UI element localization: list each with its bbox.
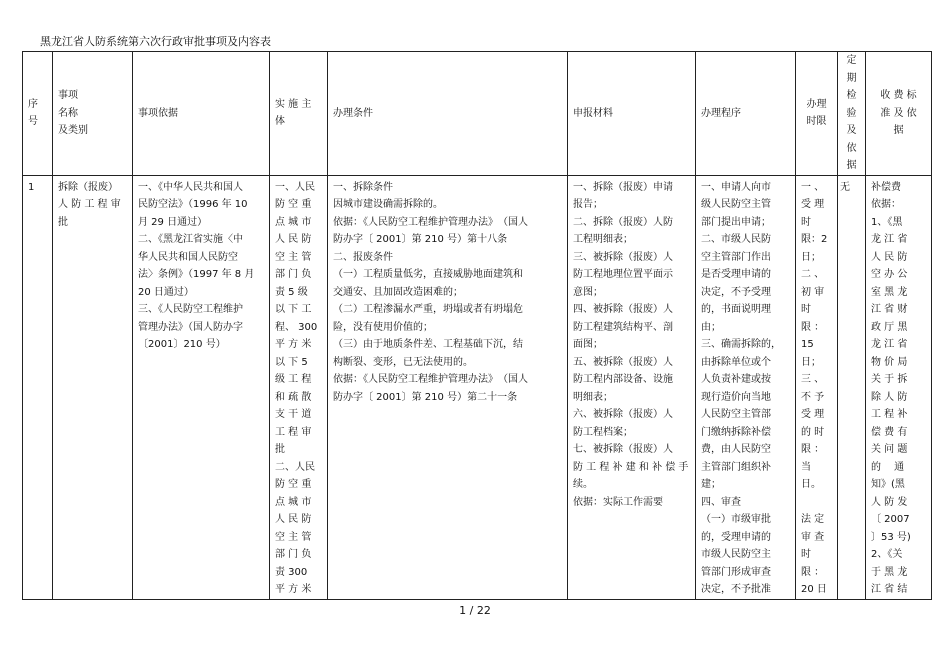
cell-line: 当 xyxy=(801,461,811,473)
cell-line: 关 问 题 xyxy=(871,444,908,455)
cell-line: 二、拆除（报废）人防 xyxy=(573,216,673,228)
cell-subject xyxy=(270,175,328,599)
cell-line: 办理 xyxy=(806,98,827,110)
cell-line: 空主管部门作出 xyxy=(701,251,771,263)
cell-line: 〕53 号) xyxy=(871,531,911,543)
cell-line: 限 ： xyxy=(801,566,825,578)
cell-line: 七、被拆除（报废）人 xyxy=(573,444,673,455)
cell-line: 时 xyxy=(801,216,811,228)
cell-line: 二、市级人民防 xyxy=(701,234,771,245)
cell-line: 民防空法》（1996 年 10 xyxy=(138,199,248,210)
cell-line: 于 黑 龙 xyxy=(871,566,908,578)
cell-line: 〔 2007 xyxy=(871,514,910,525)
cell-line: （二）工程渗漏水严重，坍塌或者有坍塌危 xyxy=(333,304,523,315)
cell-line: 工 程 补 xyxy=(871,409,908,420)
cell-line: 三 、 xyxy=(801,374,825,385)
cell-line: 防办字〔 2001〕第 210 号）第二十一条 xyxy=(333,391,518,403)
cell-line: 一、《中华人民共和国人 xyxy=(138,181,243,193)
cell-line: 三、《人民防空工程维护 xyxy=(138,304,243,315)
cell-line: 空 主 管 xyxy=(275,531,312,543)
cell-line: 的，受理申请的 xyxy=(701,531,771,543)
cell-line: 拆除（报废） xyxy=(58,181,118,193)
cell-line xyxy=(801,494,832,512)
cell-line: （三）由于地质条件差、工程基础下沉，结 xyxy=(333,339,523,350)
header-fee xyxy=(866,52,932,176)
header-conditions: 办理条件 xyxy=(328,52,568,176)
cell-line: 偿 费 有 xyxy=(871,426,908,438)
cell-line: 限 ： xyxy=(801,321,825,333)
cell-line: 受 理 xyxy=(801,409,825,420)
cell-line: 依据：《人民防空工程维护管理办法》 （国人 xyxy=(333,216,528,228)
cell-line: 门缴纳拆除补偿 xyxy=(701,426,771,438)
cell-line: 定 xyxy=(846,55,857,66)
cell-line: 依据：实际工作需要 xyxy=(573,496,663,508)
cell-line: 不 予 xyxy=(801,391,825,403)
cell-line: 受 理 xyxy=(801,199,825,210)
cell-line: 以 下 工 xyxy=(275,304,312,315)
cell-line: 〔2001〕210 号） xyxy=(138,339,226,350)
table-row xyxy=(23,175,932,599)
cell-line: 空 办 公 xyxy=(871,269,908,280)
header-item-name xyxy=(53,52,133,176)
cell-line: 交通安、且加固改造困难的； xyxy=(333,286,463,298)
cell-line: 二 、 xyxy=(801,269,825,280)
cell-line: 验 xyxy=(846,107,857,119)
cell-line: 关 于 拆 xyxy=(871,374,908,385)
cell-line: 责 300 xyxy=(275,566,308,578)
cell-line: 级 工 程 xyxy=(275,374,312,385)
cell-line: 意图； xyxy=(573,286,603,298)
cell-line: （一）工程质量低劣，直接威胁地面建筑和 xyxy=(333,269,523,280)
cell-line: 防办字〔 2001〕第 210 号）第十八条 xyxy=(333,234,508,245)
cell-line: 四、审查 xyxy=(701,496,741,508)
cell-line: 知》(黑 xyxy=(871,479,905,490)
cell-line: 决定，不予批准 xyxy=(701,584,771,595)
approval-items-table xyxy=(22,51,932,600)
cell-line: 时 xyxy=(801,304,811,315)
cell-line: 初 审 xyxy=(801,286,825,298)
cell-line: 一、人民 xyxy=(275,181,315,193)
cell-line: 审 查 xyxy=(801,531,825,543)
cell-line: 防工程地理位置平面示 xyxy=(573,269,673,280)
cell-line: 三、被拆除（报废）人 xyxy=(573,251,673,263)
cell-line: 1、《黑 xyxy=(871,216,903,228)
cell-line: 支 干 道 xyxy=(275,409,312,420)
cell-line: 构断裂、变形，已无法使用的。 xyxy=(333,356,473,368)
cell-line: 名称 xyxy=(58,107,78,119)
cell-materials xyxy=(568,175,696,599)
cell-line: 体 xyxy=(275,116,285,128)
page-number: 1 / 22 xyxy=(459,604,491,617)
document-title: 黑龙江省人防系统第六次行政审批事项及内容表 xyxy=(40,35,271,48)
cell-line: 一、拆除（报废）申请 xyxy=(573,181,673,193)
cell-line: 管理办法》（国人防办字 xyxy=(138,321,243,333)
cell-line: 人 民 防 xyxy=(275,234,312,245)
cell-line: 一、拆除条件 xyxy=(333,181,393,193)
cell-time-limit xyxy=(796,175,838,599)
cell-line: 华人民共和国人民防空 xyxy=(138,251,238,263)
header-seq xyxy=(23,52,53,176)
cell-line: 实 施 主 xyxy=(275,98,312,110)
cell-fee xyxy=(866,175,932,599)
cell-line: 日； xyxy=(801,251,821,263)
cell-line: 二、报废条件 xyxy=(333,251,393,263)
cell-line: 室 黑 龙 xyxy=(871,286,908,298)
cell-line: 续。 xyxy=(573,479,593,490)
cell-line: 工 程 审 xyxy=(275,426,312,438)
cell-line: 防 空 重 xyxy=(275,479,312,490)
cell-line: 批 xyxy=(58,216,68,228)
cell-line: 决定，不予受理 xyxy=(701,286,771,298)
cell-line: 平 方 米 xyxy=(275,584,312,595)
cell-line: 建； xyxy=(701,479,721,490)
cell-line: 依据：《人民防空工程维护管理办法》 （国人 xyxy=(333,374,528,385)
cell-line: 现行造价向当地 xyxy=(701,391,771,403)
header-inspection xyxy=(838,52,866,176)
cell-line: 序 xyxy=(28,98,38,110)
cell-line: 责 5 级 xyxy=(275,286,308,298)
cell-line: 一、申请人向市 xyxy=(701,181,771,193)
cell-line: 政 厅 黑 xyxy=(871,321,908,333)
cell-line: 平 方 米 xyxy=(275,339,312,350)
table-header-row xyxy=(23,52,932,176)
cell-line: 日； xyxy=(801,356,821,368)
header-basis: 事项依据 xyxy=(133,52,270,176)
cell-line: 日。 xyxy=(801,479,821,490)
cell-line: 龙 江 省 xyxy=(871,234,908,245)
header-materials: 申报材料 xyxy=(568,52,696,176)
cell-line: 依据： xyxy=(871,199,901,210)
cell-line: 物 价 局 xyxy=(871,356,908,368)
cell-line: 的，书面说明理 xyxy=(701,304,771,315)
cell-line: 及 xyxy=(846,125,857,136)
cell-conditions xyxy=(328,175,568,599)
cell-line: 补偿费 xyxy=(871,181,901,193)
header-time-limit xyxy=(796,52,838,176)
cell-line: 月 29 日通过） xyxy=(138,216,208,228)
cell-line: 主管部门组织补 xyxy=(701,461,771,473)
cell-line: 江 省 结 xyxy=(871,584,908,595)
cell-line: 防工程内部设备、设施 xyxy=(573,374,673,385)
cell-line: 防 工 程 补 建 和 补 偿 手 xyxy=(573,461,689,473)
cell-line: 龙 江 省 xyxy=(871,339,908,350)
cell-line: 五、被拆除（报废）人 xyxy=(573,356,673,368)
cell-line: 除 人 防 xyxy=(871,391,908,403)
cell-line: 法〉条例》（1997 年 8 月 xyxy=(138,269,255,280)
cell-line: 空 主 管 xyxy=(275,251,312,263)
cell-line: 2、《关 xyxy=(871,549,903,560)
cell-line: 防 空 重 xyxy=(275,199,312,210)
cell-line: 是否受理申请的 xyxy=(701,269,771,280)
cell-line: 据 xyxy=(846,160,857,171)
cell-line: 一 、 xyxy=(801,181,825,193)
cell-line: 程、 300 xyxy=(275,321,318,333)
cell-line: 市级人民防空主 xyxy=(701,549,771,560)
header-procedure: 办理程序 xyxy=(696,52,796,176)
cell-line: 限 ： xyxy=(801,444,825,455)
cell-line: 防工程档案； xyxy=(573,426,633,438)
cell-line: 二、《黑龙江省实施〈中 xyxy=(138,234,243,245)
cell-line: 部 门 负 xyxy=(275,549,312,560)
cell-line: 险，没有使用价值的； xyxy=(333,321,433,333)
cell-line: 点 城 市 xyxy=(275,496,312,508)
cell-line: 时 xyxy=(801,549,811,560)
cell-line: 时限 xyxy=(806,116,827,128)
cell-line: 级人民防空主管 xyxy=(701,199,771,210)
cell-line: 六、被拆除（报废）人 xyxy=(573,409,673,420)
cell-line: 三、确需拆除的， xyxy=(701,339,781,350)
cell-basis xyxy=(133,175,270,599)
cell-line: 工程明细表； xyxy=(573,234,633,245)
cell-line: 20 日通过） xyxy=(138,286,194,298)
cell-procedure xyxy=(696,175,796,599)
cell-line: 费，由人民防空 xyxy=(701,444,771,455)
cell-line: 二、人民 xyxy=(275,461,315,473)
cell-line: 依 xyxy=(846,142,857,154)
cell-line: 的 时 xyxy=(801,426,825,438)
cell-line: 报告； xyxy=(573,199,603,210)
cell-line: 法 定 xyxy=(801,514,825,525)
cell-seq: 1 xyxy=(23,175,53,599)
cell-line: 期 xyxy=(846,72,857,84)
cell-line: 因城市建设确需拆除的。 xyxy=(333,199,443,210)
cell-line: 据 xyxy=(893,125,904,136)
cell-line: 人负责补建或按 xyxy=(701,374,771,385)
cell-line: 人 民 防 xyxy=(871,251,908,263)
cell-line: 检 xyxy=(846,90,857,101)
cell-line: 人民防空主管部 xyxy=(701,409,771,420)
cell-line: 江 省 财 xyxy=(871,304,908,315)
cell-line: 收 费 标 xyxy=(880,90,917,101)
cell-line: 由； xyxy=(701,321,721,333)
cell-line: 点 城 市 xyxy=(275,216,312,228)
cell-line: 事项 xyxy=(58,90,78,101)
cell-line: 人 防 发 xyxy=(871,496,908,508)
cell-line: 15 xyxy=(801,339,814,350)
cell-line: 面图； xyxy=(573,339,603,350)
cell-line: 管部门形成审查 xyxy=(701,566,771,578)
cell-line: （一）市级审批 xyxy=(701,514,771,525)
cell-line: 准 及 依 xyxy=(880,107,917,119)
cell-line: 号 xyxy=(28,116,38,128)
cell-line: 防工程建筑结构平、剖 xyxy=(573,321,673,333)
cell-line: 以 下 5 xyxy=(275,356,308,368)
cell-line: 20 日 xyxy=(801,584,827,595)
cell-item-name xyxy=(53,175,133,599)
cell-line: 明细表； xyxy=(573,391,613,403)
cell-line: 由拆除单位或个 xyxy=(701,356,771,368)
cell-line: 和 疏 散 xyxy=(275,391,312,403)
cell-line: 及类别 xyxy=(58,125,88,136)
cell-line: 四、被拆除（报废）人 xyxy=(573,304,673,315)
header-subject xyxy=(270,52,328,176)
cell-line: 部门提出申请； xyxy=(701,216,771,228)
cell-line: 限：2 xyxy=(801,234,828,245)
cell-line: 人 民 防 xyxy=(275,514,312,525)
cell-line: 的 通 xyxy=(871,461,905,473)
cell-inspection: 无 xyxy=(838,175,866,599)
cell-line: 批 xyxy=(275,444,285,455)
cell-line: 人 防 工 程 审 xyxy=(58,199,121,210)
cell-line: 部 门 负 xyxy=(275,269,312,280)
